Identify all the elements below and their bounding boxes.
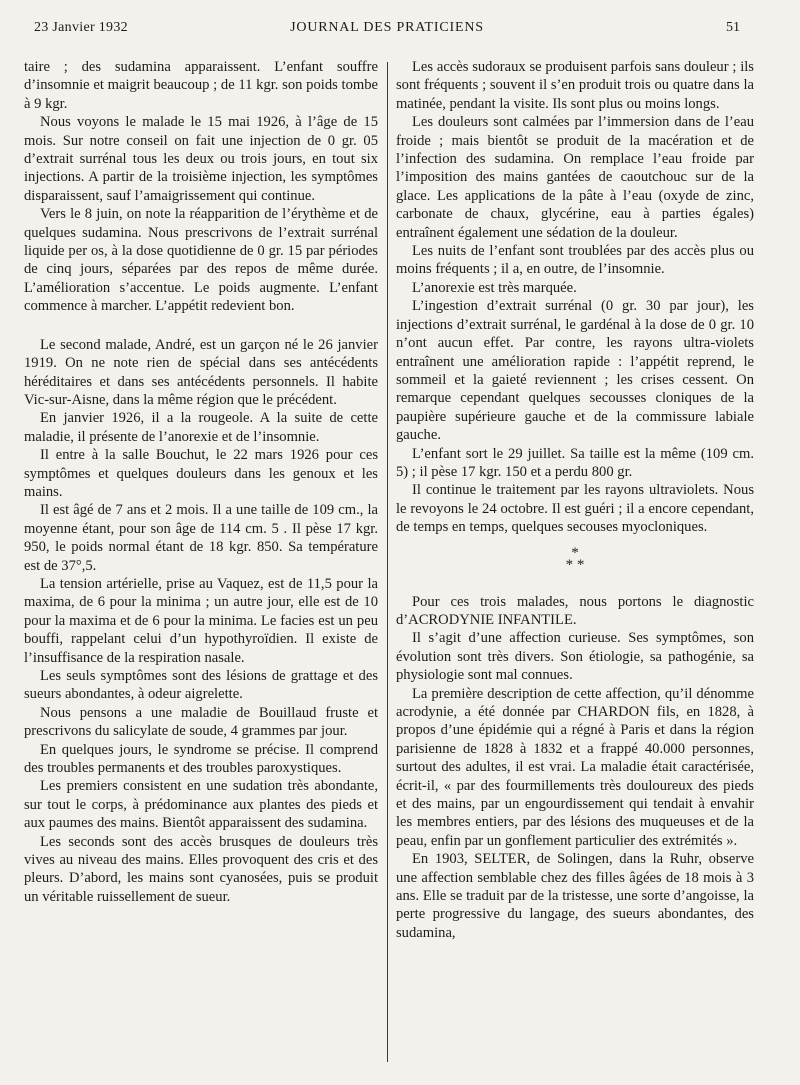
asterism-separator: * * * [565,544,585,573]
paragraph: La tension artérielle, prise au Vaquez, est de 11,5 pour la maxima, de 6 pour la minima ; un autre jour, elle est de 10 pour la maxima et de 6 pour la minima. Le facies est un peu bouffi, rappelant celui d’un hypothyroïdien. Il existe de l’insuffisance de la respiration nasale. [24,575,378,666]
paragraph: Le second malade, André, est un garçon né le 26 janvier 1919. On ne note rien de spécial dans ses antécédents héréditaires et dans ses antécédents personnels. Il habite Vic-sur-Aisne, dans la même région que le précédent. [24,336,378,408]
paragraph: Nous pensons a une maladie de Bouillaud fruste et prescrivons du salicylate de soude, 4 grammes par jour. [24,704,378,740]
journal-title: JOURNAL DES PRATICIENS [290,20,484,35]
page-number: 51 [726,20,740,35]
paragraph: Les douleurs sont calmées par l’immersion dans de l’eau froide ; mais bientôt se produit de la macération et de l’infection des sudamina. On remplace l’eau froide par l’imposition des mains gantées de caoutchouc sur de la glace. Les applications de la pâte à l’eau (oxyde de zinc, carbonate de chaux, glycérine, eau à parties égales) entraînent également une sédation de la douleur. [396,114,754,241]
paragraph: Nous voyons le malade le 15 mai 1926, à l’âge de 15 mois. Sur notre conseil on fait une injection de 0 gr. 05 d’extrait surrénal tous les deux ou trois jours, en tout six injections. A partir de la troisième injection, les symptômes disparaissent, sauf l’amaigrissement qui continue. [24,114,378,204]
paragraph: L’ingestion d’extrait surrénal (0 gr. 30 par jour), les injections d’extrait surrénal, le gardénal à la dose de 0 gr. 10 n’ont aucun effet. Par contre, les rayons ultra-violets entraînent une amélioration rapide : l’appétit reprend, le sommeil et la gaieté reviennent ; les crises cessent. On remarque cependant quelques secousses cloniques de la paupière supérieure gauche et de la commissure labiale gauche. [396,298,754,444]
left-column [24,58,378,906]
paragraph: Les premiers consistent en une sudation très abondante, sur tout le corps, à prédominance aux plantes des pieds et aux paumes des mains. Bientôt apparaissent des sudamina. [24,778,378,832]
paragraph: La première description de cette affection, qu’il dénomme acrodynie, a été donnée par CHARDON fils, en 1828, à propos d’une épidémie qui a régné à Paris et dans la région parisienne de 1828 à 1832 et a frappé 40.000 personnes, surtout des adultes, il est vrai. La maladie était caractérisée, écrit-il, « par des fourmillements très douloureux des pieds et des mains, par un engourdissement qui tendait à envahir les membres entiers, par des lésions des muqueuses et de la peau, enfin par un gonflement particulier des extrémités ». [396,685,754,849]
paragraph: Il s’agit d’une affection curieuse. Ses symptômes, son évolution sont très divers. Son étiologie, sa pathogénie, sa physiologie sont mal connues. [396,630,754,684]
paragraph: Les nuits de l’enfant sont troublées par des accès plus ou moins fréquents ; il a, en outre, de l’insomnie. [396,243,754,278]
paragraph: Vers le 8 juin, on note la réapparition de l’érythème et de quelques sudamina. Nous prescrivons de l’extrait surrénal liquide per os, à la dose quotidienne de 0 gr. 15 par périodes de cinq jours, séparées par des repos de même durée. L’amélioration s’accentue. Le poids augmente. L’enfant commence à marcher. L’appétit redevient bon. [24,206,378,315]
paragraph: taire ; des sudamina apparaissent. L’enfant souffre d’insomnie et maigrit beaucoup ; de 11 kgr. son poids tombe à 9 kgr. [24,59,378,112]
paragraph: Il entre à la salle Bouchut, le 22 mars 1926 pour ces symptômes et quelques douleurs dans les genoux et les mains. [24,447,378,500]
paragraph: Les accès sudoraux se produisent parfois sans douleur ; ils sont fréquents ; souvent il s’en produit trois ou quatre dans la matinée, pendant la visite. Ils sont plus ou moins longs. [396,59,754,112]
paragraph: En 1903, SELTER, de Solingen, dans la Ruhr, observe une affection semblable chez des filles âgées de 18 mois à 3 ans. Elle se traduit par de la tristesse, une sorte d’angoisse, la perte progressive du langage, des sueurs abondantes, des sudamina, [396,851,754,941]
paragraph: Il est âgé de 7 ans et 2 mois. Il a une taille de 109 cm., la moyenne étant, pour son âge de 114 cm. 5 . Il pèse 17 kgr. 950, le poids normal étant de 18 kgr. 850. Sa température est de 37°,5. [24,502,378,574]
paragraph: En janvier 1926, il a la rougeole. A la suite de cette maladie, il présente de l’anorexie et de l’insomnie. [24,410,378,445]
column-divider [387,62,388,1062]
issue-date: 23 Janvier 1932 [34,20,128,35]
paragraph: L’enfant sort le 29 juillet. Sa taille est la même (109 cm. 5) ; il pèse 17 kgr. 150 et a perdu 800 gr. [396,445,754,480]
paragraph: En quelques jours, le syndrome se précise. Il comprend des troubles permanents et des troubles paroxystiques. [24,741,378,777]
right-column [396,58,754,942]
paragraph: Il continue le traitement par les rayons ultraviolets. Nous le revoyons le 24 octobre. Il est guéri ; il a encore cependant, de temps en temps, quelques secouses myocloniques. [396,482,754,536]
page-header [34,18,740,40]
paragraph: L’anorexie est très marquée. [412,279,577,296]
paragraph: Les seconds sont des accès brusques de douleurs très vives au niveau des mains. Elles provoquent des cris et des pleurs. D’abord, les mains sont cyanosées, puis se produit un véritable ruissellement de sueur. [24,833,378,905]
paragraph: Pour ces trois malades, nous portons le diagnostic d’ACRODYNIE INFANTILE. [396,593,754,628]
section-gap [24,316,378,336]
paragraph: Les seuls symptômes sont des lésions de grattage et des sueurs abondantes, à odeur aigrelette. [24,668,378,703]
